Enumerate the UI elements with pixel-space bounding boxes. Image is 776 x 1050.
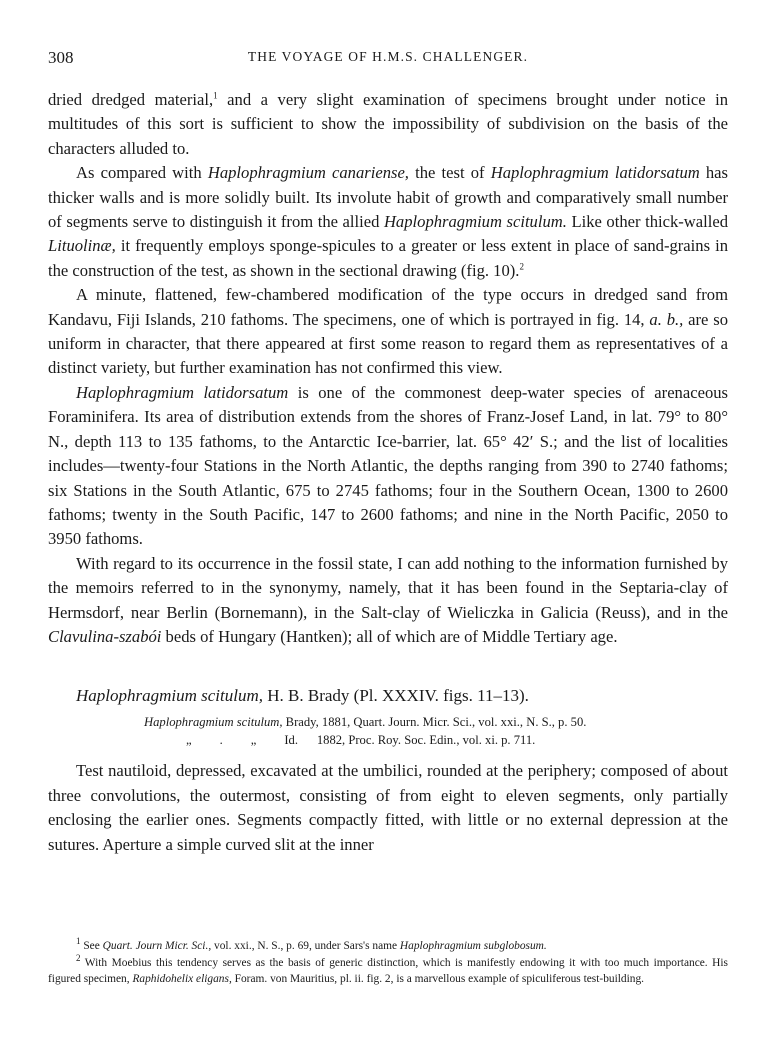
synonymy-ref-1: Brady, 1881, Quart. Journ. Micr. Sci., vol. xxi., N. S., p. 50. — [282, 715, 587, 730]
para3-t1: A minute, flattened, few-chambered modification of the type occurs in dredged sand from Kandavu, Fiji Islands, 210 fathoms. The specimens, one of which is portrayed in fig. 14, — [48, 285, 728, 329]
species-heading — [48, 683, 728, 709]
paragraph-3 — [48, 283, 728, 381]
body-text — [48, 88, 728, 857]
paragraph-2 — [48, 161, 728, 283]
para2-t4: Like other thick-walled — [566, 212, 729, 232]
para2-i3: Haplophragmium scitulum. — [383, 212, 567, 232]
para2-t2: the test of — [408, 163, 491, 183]
synonymy-name: Haplophragmium scitulum, — [144, 715, 283, 730]
para4-t1: is one of the commonest deep-water species of arenaceous Foraminifera. Its area of distribution extends from the shores of Franz-Josef Land, in lat. 79° to 80° N., depth 113 to 135 fathoms, to the Antarctic Ice-barrier, lat. 65° 42′ S.; and the list of localities includes—twenty-four Stations in the North Atlantic, the depths ranging from 390 to 2740 fathoms; six Stations in the South Atlantic, 675 to 2745 fathoms; four in the Southern Ocean, 1300 to 2600 fathoms; twenty in the South Pacific, 147 to 2600 fathoms; and nine in the North Pacific, 2050 to 3950 fathoms. — [48, 382, 728, 549]
running-title: THE VOYAGE OF H.M.S. CHALLENGER. — [247, 49, 529, 64]
para5-i1: Clavulina-szabói — [48, 626, 162, 646]
synonymy-line-1 — [48, 713, 728, 731]
ditto-dot: . — [219, 733, 223, 748]
ditto-mark-2: „ — [250, 733, 257, 748]
footnote-ref-1: 1 — [213, 90, 218, 101]
page-header — [48, 48, 728, 72]
para4-i1: Haplophragmium latidorsatum — [76, 382, 289, 402]
footnote-2-mark: 2 — [76, 952, 81, 963]
para2-i1: Haplophragmium canariense, — [207, 163, 409, 183]
ditto-mark-1: „ — [186, 733, 192, 748]
footnote-1-t1: See — [80, 940, 103, 952]
synonymy — [48, 713, 728, 749]
footnote-1-t2: vol. xxi., N. S., p. 69, under Sars's name — [211, 940, 400, 952]
footnotes — [48, 938, 728, 988]
para2-t5: it frequently employs sponge-spicules to a greater or less extent in place of sand-grains in the construction of the test, as shown in the sectional drawing (fig. 10). — [48, 236, 728, 280]
page-number: 308 — [48, 48, 74, 67]
species-description: Test nautiloid, depressed, excavated at the umbilici, rounded at the periphery; composed of about three convolutions, the outermost, consisting of from eight to eleven segments, only partially enclosing the earlier ones. Segments compactly fitted, with little or no external depression at the sutures. Aperture a simple curved slit at the inner — [48, 761, 728, 854]
para2-i2: Haplophragmium latidorsatum — [490, 163, 700, 183]
footnote-1-mark: 1 — [76, 936, 81, 947]
paragraph-1 — [48, 88, 728, 161]
footnote-2-t1: With Moebius this tendency serves as the basis of generic distinction, which is manifestly endowing it with too much importance. His figured specimen, — [48, 956, 728, 985]
footnote-ref-2: 2 — [519, 261, 524, 272]
footnote-1-i1: Quart. Journ Micr. Sci., — [102, 940, 212, 952]
para5-t2: beds of Hungary (Hantken); all of which are of Middle Tertiary age. — [161, 626, 618, 646]
footnote-2-i1: Raphidohelix eligans, — [132, 973, 232, 985]
para1-text2: and a very slight examination of specimens brought under notice in multitudes of this sort is sufficient to show the impossibility of subdivision on the basis of the characters alluded to. — [48, 90, 728, 158]
footnote-2-t2: Foram. von Mauritius, pl. ii. fig. 2, is a marvellous example of spiculiferous test-building. — [231, 973, 645, 985]
para2-t3: has thicker walls and is more solidly built. Its involute habit of growth and comparatively small number of segments serve to distinguish it from the allied — [48, 163, 728, 232]
footnote-1-i2: Haplophragmium subglobosum. — [399, 940, 547, 952]
species-authority: H. B. Brady (Pl. XXXIV. figs. 11–13). — [263, 686, 529, 706]
para2-i4: Lituolinæ, — [48, 236, 116, 256]
para3-t2: are so uniform in character, that there appeared at first some reason to regard them as representatives of a distinct variety, but further examination has not confirmed this view. — [48, 309, 728, 378]
footnote-2 — [48, 952, 728, 988]
synonymy-ref-2: Id. 1882, Proc. Roy. Soc. Edin., vol. xi. p. 711. — [284, 733, 536, 748]
paragraph-5 — [48, 552, 728, 650]
para1-text: dried dredged material, — [48, 90, 214, 109]
para2-t1: As compared with — [76, 163, 208, 183]
para5-t1: With regard to its occurrence in the fossil state, I can add nothing to the information furnished by the memoirs referred to in the synonymy, namely, that it has been found in the Septaria-clay of Hermsdorf, near Berlin (Bornemann), in the Salt-clay of Wieliczka in Galicia (Reuss), and in the — [48, 553, 728, 622]
synonymy-line-2 — [48, 731, 728, 749]
paragraph-4 — [48, 381, 728, 552]
footnote-1 — [48, 938, 728, 955]
species-name: Haplophragmium scitulum, — [76, 686, 263, 706]
para3-i1: a. b., — [649, 309, 684, 329]
